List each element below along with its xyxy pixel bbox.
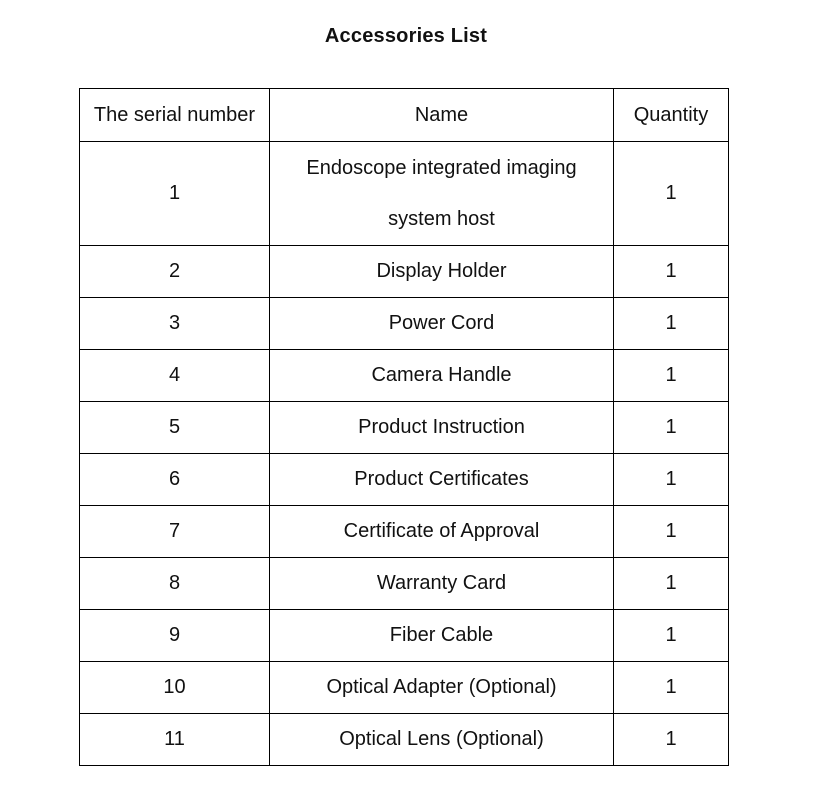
table-row	[80, 350, 729, 402]
serial-cell: 4	[80, 350, 270, 402]
quantity-cell: 1	[614, 350, 729, 402]
name-cell: Display Holder	[270, 246, 614, 298]
document-title: Accessories List	[324, 25, 488, 47]
quantity-cell: 1	[614, 610, 729, 662]
table-row	[80, 714, 729, 766]
quantity-cell: 1	[614, 142, 729, 246]
name-cell: Power Cord	[270, 298, 614, 350]
serial-cell: 5	[80, 402, 270, 454]
quantity-cell: 1	[614, 662, 729, 714]
name-text: Endoscope integrated imaging system host	[306, 156, 577, 230]
quantity-cell: 1	[614, 558, 729, 610]
serial-cell: 9	[80, 610, 270, 662]
name-cell: Camera Handle	[270, 350, 614, 402]
quantity-cell: 1	[614, 714, 729, 766]
header-quantity: Quantity	[614, 89, 729, 142]
name-cell: Certificate of Approval	[270, 506, 614, 558]
table-row	[80, 506, 729, 558]
header-serial-number: The serial number	[80, 89, 270, 142]
name-cell: Product Certificates	[270, 454, 614, 506]
name-cell: Optical Lens (Optional)	[270, 714, 614, 766]
quantity-cell: 1	[614, 402, 729, 454]
serial-cell: 10	[80, 662, 270, 714]
table-row	[80, 610, 729, 662]
table-header-row	[80, 89, 729, 142]
name-cell	[270, 142, 614, 246]
quantity-cell: 1	[614, 298, 729, 350]
serial-cell: 1	[80, 142, 270, 246]
table-row	[80, 402, 729, 454]
table-row	[80, 298, 729, 350]
header-name: Name	[270, 89, 614, 142]
table-row	[80, 662, 729, 714]
serial-cell: 7	[80, 506, 270, 558]
name-cell: Fiber Cable	[270, 610, 614, 662]
serial-cell: 8	[80, 558, 270, 610]
quantity-cell: 1	[614, 506, 729, 558]
table-row	[80, 454, 729, 506]
accessories-table	[79, 88, 729, 766]
serial-cell: 3	[80, 298, 270, 350]
table-row	[80, 246, 729, 298]
table-row	[80, 142, 729, 246]
quantity-cell: 1	[614, 454, 729, 506]
name-cell: Product Instruction	[270, 402, 614, 454]
name-cell: Optical Adapter (Optional)	[270, 662, 614, 714]
serial-cell: 6	[80, 454, 270, 506]
serial-cell: 11	[80, 714, 270, 766]
table-row	[80, 558, 729, 610]
serial-cell: 2	[80, 246, 270, 298]
name-cell: Warranty Card	[270, 558, 614, 610]
quantity-cell: 1	[614, 246, 729, 298]
